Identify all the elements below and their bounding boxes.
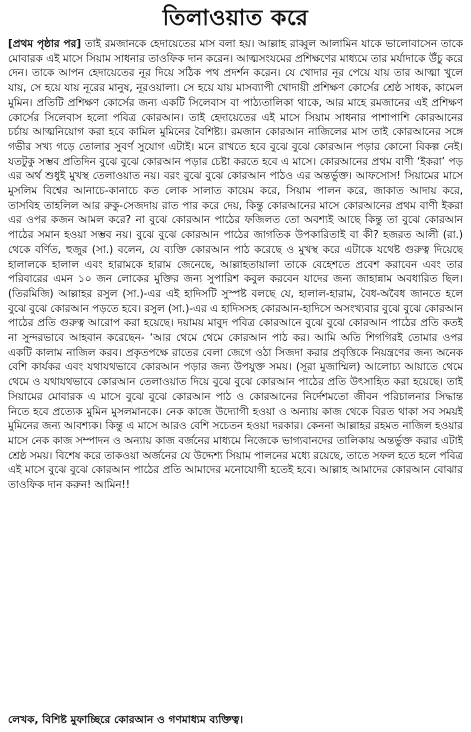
article-title: তিলাওয়াত করে — [162, 5, 309, 31]
article-body — [8, 37, 463, 713]
continued-from-marker: [প্রথম পৃষ্ঠার পর] — [8, 38, 82, 50]
author-byline: লেখক, বিশিষ্ট মুফাচ্ছিরে কোরআন ও গণমাধ্যম ব্যক্তিত্ব। — [8, 714, 244, 726]
article-paragraph — [8, 37, 463, 493]
article-body-text: তাই রমজানকে হেদায়েতের মাস বলা হয়। আল্লাহ রাব্বুল আলামিন যাকে ভালোবাসেন তাকে মোবারক এই মাসে সিয়াম সাধনার তাওফিক দান করেন। আত্মসংযমের প্রশিক্ষণের মাধ্যমে তার মর্যাদাকে উঁচু করে দেন। তাকে আপন হেদায়েতের নূর দিয়ে সঠিক পথ প্রদর্শন করেন। যে খোদার নূর পেয়ে যায় তার আত্মা খুলে যায়, সে হয়ে যায় নূরের মানুষ, নূরওয়ালা। সে হয়ে যায় মাসব্যাপী খোদায়ী প্রশিক্ষণ কোর্সের শ্রেষ্ঠ সাধক, কামেল মুমিন। প্রতিটি প্রশিক্ষণ কোর্সের জন্য একটি সিলেবাস বা পাঠ্যতালিকা থাকে, আর মাহে রমজানের এই প্রশিক্ষণ কোর্সের সিলেবাস হলো পবিত্র কোরআন। তাই হেদায়েতের এই মাসে সিয়াম সাধনার পাশাপাশি কোরআনের চর্চায় আত্মনিয়োগ করা হবে কামিল মুমিনের বৈশিষ্ট্য। রমজান কোরআন নাজিলের মাস তাই কোরআনের সঙ্গে গভীর সখ্য গড়ে তোলার সুবর্ণ সুযোগ এটাই। মনে রাখতে হবে বুঝে বুঝে কোরআন পড়ার কোনো বিকল্প নেই। যতটুকু সম্ভব প্রতিদিন বুঝে বুঝে কোরআন পড়ার চেষ্টা করতে হবে এ মাসে। কোরআনের প্রথম বাণী ‘ইকরা’ পড় এর অর্থ শুধুই মুখস্থ তেলাওয়াত নয়। বরং বুঝে বুঝে কোরআন পাঠও এর অন্তর্ভুক্ত। আফসোস! সিয়ামের মাসে মুসলিম বিশ্বের আনাচে-কানাচে কত লোক সালাত কায়েম করে, সিয়াম পালন করে, জাকাত আদায় করে, তাসবিহ তাহলিল আর রুকু-সেজদায় রাত পার করে দেয়, কিন্তু কোরআনের মাসে কোরআনের প্রথম বাণী ইকরা এর ওপর কজন আমল করে? না বুঝে কোরআন পাঠের ফজিলত তো অবশ্যই আছে কিন্তু তা বুঝে কোরআন পাঠের সমান হওয়া সম্ভব নয়। বুঝে বুঝে কোরআন পাঠের জাগতিক উপকারিতাই বা কী? হজরত আলী (রা.) থেকে বর্ণিত, হুজুর (সা.) বলেন, যে ব্যক্তি কোরআন পাঠ করেছে ও মুখস্থ করে এটাকে যথেষ্ট গুরুত্ব দিয়েছে হালালকে হালাল এবং হারামকে হারাম জেনেছে, আল্লাহতায়ালা তাকে বেহেশতে প্রবেশ করাবেন এবং তার পরিবারের এমন ১০ জন লোকের মুক্তির জন্য সুপারিশ কবুল করবেন যাদের জন্য জাহান্নাম অবধারিত ছিল। (তিরমিজি) আল্লাহর রসুল (সা.)-এর এই হাদিসটি সুস্পষ্ট বলছে যে, হালাল-হারাম, বৈধ-অবৈধ জানতে হলে বুঝে বুঝে কোরআন পড়তে হবে। রসুল (সা.)-এর এ হাদিসসহ কোরআন-হাদিসে অসংখ্যবার বুঝে বুঝে কোরআন পাঠের প্রতি গুরুত্ব আরোপ করা হয়েছে। দয়াময় মাবুদ পবিত্র কোরআনে বুঝে বুঝে কোরআন পাঠের প্রতি কতই না সুন্দরভাবে আহবান করেছেন- ‘আর থেমে থেমে কোরআন পাঠ কর। আমি অতি শিগগিরই তোমার ওপর একটি কালাম নাজিল করব। প্রকৃতপক্ষে রাতের বেলা জেগে ওঠা সিজদা করার প্রবৃত্তিকে নিয়ন্ত্রণের জন্য অনেক বেশি কার্যকর এবং যথাযথভাবে কোরআন পড়ার জন্য উপযুক্ত সময়। (সূরা মুজাম্মিল) আলোচ্য আয়াতে থেমে থেমে ও যথাযথভাবে কোরআন তেলাওয়াত দিয়ে বুঝে বুঝে কোরআন পাঠের প্রতি উৎসাহিত করা হয়েছে। তাই সিয়ামের মোবারক এ মাসে বুঝে বুঝে কোরআন পাঠ ও কোরআনের নির্দেশমতো জীবন পরিচালনার সিদ্ধান্ত নিতে হবে প্রত্যেক মুমিন মুসলমানকে। নেক কাজে উদ্যোগী হওয়া ও অন্যায় কাজ থেকে বিরত থাকা সব সময়ই মুমিনের জন্য আবশ্যক। কিন্তু এ মাসে আরও বেশি সচেতন হওয়া দরকার। কেননা আল্লাহর রহমত নাজিল হওয়ার মাসে নেক কাজ সম্পাদন ও অন্যায় কাজ বর্জনের মাধ্যমে নিজেকে ভাগ্যবানদের তালিকায় অন্তর্ভুক্ত করার এটাই শ্রেষ্ঠ সময়। বিশেষ করে তাকওয়া অর্জনের যে উদ্দেশ্য সিয়াম পালনের মধ্যে রয়েছে, তাতে সফল হতে হলে পবিত্র এই মাসে বুঝে বুঝে কোরআন পাঠের প্রতি আমাদের মনোযোগী হতেই হবে। আল্লাহ আমাদের কোরআন বোঝার তাওফিক দান করুন! আমিন!! — [8, 38, 463, 492]
